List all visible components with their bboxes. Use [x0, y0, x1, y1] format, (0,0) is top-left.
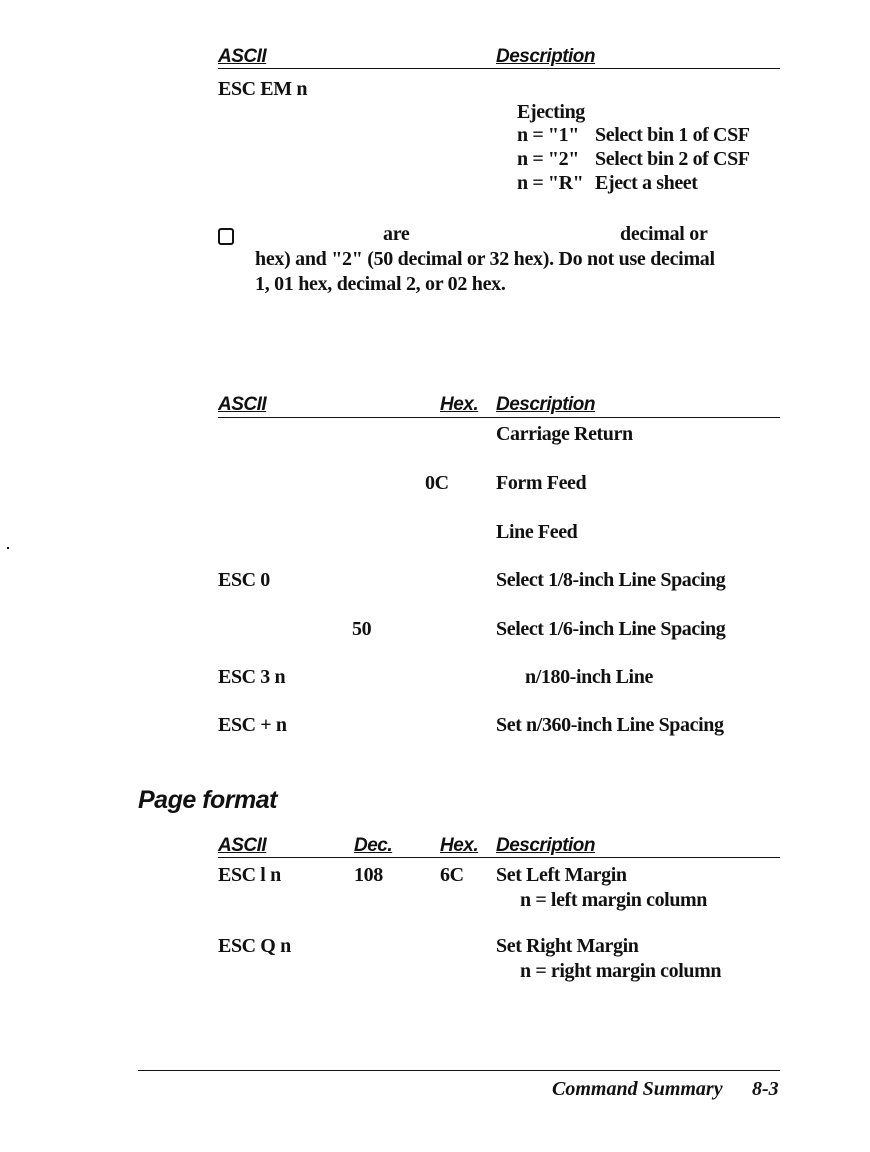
table3-header-rule: [218, 857, 780, 858]
note-line1-b: decimal or: [620, 223, 708, 245]
table3-row-ascii: ESC l n: [218, 864, 281, 886]
table1-option-param: n = "2": [517, 148, 579, 170]
table1-option-text: Select bin 2 of CSF: [595, 148, 750, 170]
table3-row-hex: 6C: [440, 864, 464, 886]
table2-header-hex: Hex.: [440, 394, 479, 415]
table3-header-description: Description: [496, 835, 596, 856]
table1-option-param: n = "R": [517, 172, 584, 194]
table2-row-description: Form Feed: [496, 472, 587, 494]
table2-row-description: Select 1/6-inch Line Spacing: [496, 618, 726, 640]
table1-desc-title: Ejecting: [517, 101, 585, 123]
note-line3: 1, 01 hex, decimal 2, or 02 hex.: [255, 273, 506, 295]
scan-speck: [7, 547, 9, 549]
table2-header-ascii: ASCII: [218, 394, 267, 415]
table2-row-ascii: ESC + n: [218, 714, 287, 736]
table1-option-param: n = "1": [517, 124, 579, 146]
table2-row-description: Select 1/8-inch Line Spacing: [496, 569, 726, 591]
table2-row-description: Line Feed: [496, 521, 578, 543]
table3-header-hex: Hex.: [440, 835, 479, 856]
table3-row-description: Set Right Margin: [496, 935, 639, 957]
table3-row-detail: n = right margin column: [520, 960, 722, 982]
table2-row-description: Carriage Return: [496, 423, 633, 445]
table2-row-ascii: ESC 0: [218, 569, 270, 591]
table1-command: ESC EM n: [218, 78, 308, 100]
table2-row-description: n/180-inch Line: [525, 666, 653, 688]
table3-row-description: Set Left Margin: [496, 864, 627, 886]
table1-header-ascii: ASCII: [218, 46, 267, 67]
table2-header-rule: [218, 417, 780, 418]
table1-option-text: Select bin 1 of CSF: [595, 124, 750, 146]
table3-row-dec: 108: [354, 864, 383, 886]
footer-title: Command Summary: [552, 1078, 723, 1100]
table3-row-detail: n = left margin column: [520, 889, 708, 911]
note-line2: hex) and "2" (50 decimal or 32 hex). Do not use decimal: [255, 248, 715, 270]
table1-header-description: Description: [496, 46, 596, 67]
table2-row-description: Set n/360-inch Line Spacing: [496, 714, 724, 736]
checkbox-icon: [218, 228, 234, 245]
section-title: Page format: [138, 786, 277, 814]
table3-header-dec: Dec.: [354, 835, 393, 856]
table2-row-hex: 0C: [425, 472, 449, 494]
table1-header-rule: [218, 68, 780, 69]
table1-option-text: Eject a sheet: [595, 172, 698, 194]
table2-row-dec: 50: [352, 618, 372, 640]
note-line1-a: are: [383, 223, 410, 245]
table2-header-description: Description: [496, 394, 596, 415]
footer-page-number: 8-3: [752, 1078, 779, 1100]
footer-rule: [138, 1070, 780, 1071]
table3-header-ascii: ASCII: [218, 835, 267, 856]
table2-row-ascii: ESC 3 n: [218, 666, 286, 688]
table3-row-ascii: ESC Q n: [218, 935, 291, 957]
